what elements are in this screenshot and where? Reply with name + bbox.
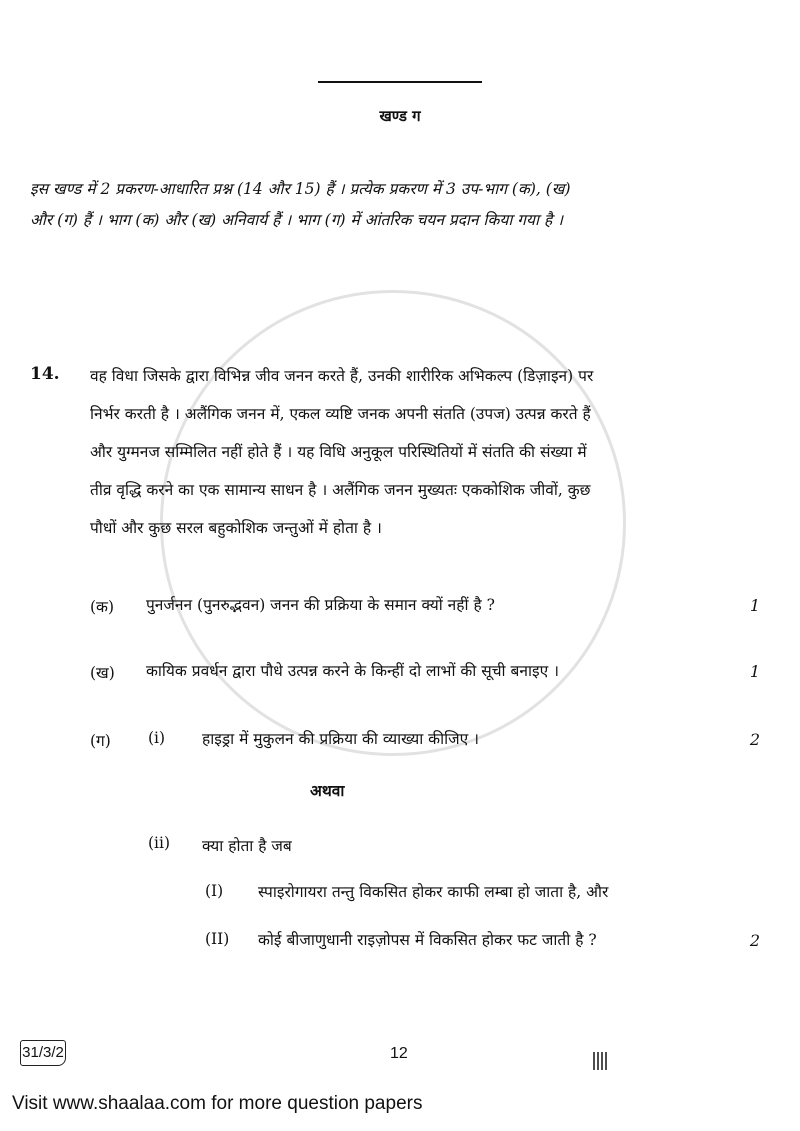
item-label: (I): [205, 882, 224, 900]
passage-line: वह विधा जिसके द्वारा विभिन्न जीव जनन करते हैं, उनकी शारीरिक अभिकल्प (डिज़ाइन) पर: [90, 367, 594, 385]
subpart-text: क्या होता है जब: [202, 837, 292, 855]
part-label: (ख): [90, 664, 115, 682]
passage-line: पौधों और कुछ सरल बहुकोशिक जन्तुओं में होता है ।: [90, 519, 382, 537]
part-label: (क): [90, 598, 114, 616]
question-number: 14.: [30, 364, 60, 384]
intro-line: इस खण्ड में 2 प्रकरण-आधारित प्रश्न (14 और 15) हैं । प्रत्येक प्रकरण में 3 उप-भाग (क), (ख): [30, 180, 571, 198]
or-label: अथवा: [310, 781, 345, 800]
qr-code-icon: [593, 1052, 609, 1070]
paper-code: 31/3/2: [20, 1040, 66, 1066]
visit-link[interactable]: Visit www.shaalaa.com for more question papers: [12, 1093, 423, 1114]
part-label: (ग): [90, 732, 111, 750]
passage-line: तीव्र वृद्धि करने का एक सामान्य साधन है । अलैंगिक जनन मुख्यतः एककोशिक जीवों, कुछ: [90, 481, 591, 499]
part-marks: 2: [749, 730, 760, 749]
subpart-label: (ii): [148, 834, 171, 852]
item-text: कोई बीजाणुधानी राइज़ोपस में विकसित होकर फट जाती है ?: [258, 931, 597, 949]
part-marks: 1: [749, 662, 760, 681]
part-text: हाइड्रा में मुकुलन की प्रक्रिया की व्याख्या कीजिए ।: [202, 730, 479, 748]
section-title: खण्ड ग: [379, 107, 421, 125]
subpart-label: (i): [148, 729, 166, 747]
top-rule: [318, 81, 482, 83]
item-text: स्पाइरोगायरा तन्तु विकसित होकर काफी लम्बा हो जाता है, और: [258, 883, 609, 901]
passage-line: और युग्मनज सम्मिलित नहीं होते हैं । यह विधि अनुकूल परिस्थितियों में संतति की संख्या में: [90, 443, 587, 461]
page-number: 12: [390, 1045, 408, 1062]
alt-marks: 2: [749, 931, 760, 950]
part-text: कायिक प्रवर्धन द्वारा पौधे उत्पन्न करने के किन्हीं दो लाभों की सूची बनाइए ।: [146, 662, 559, 680]
part-marks: 1: [749, 596, 760, 615]
intro-line: और (ग) हैं । भाग (क) और (ख) अनिवार्य हैं । भाग (ग) में आंतरिक चयन प्रदान किया गया है ।: [30, 211, 563, 229]
part-text: पुनर्जनन (पुनरुद्भवन) जनन की प्रक्रिया के समान क्यों नहीं है ?: [146, 596, 495, 614]
passage-line: निर्भर करती है । अलैंगिक जनन में, एकल व्यष्टि जनक अपनी संतति (उपज) उत्पन्न करते हैं: [90, 405, 591, 423]
item-label: (II): [205, 930, 230, 948]
